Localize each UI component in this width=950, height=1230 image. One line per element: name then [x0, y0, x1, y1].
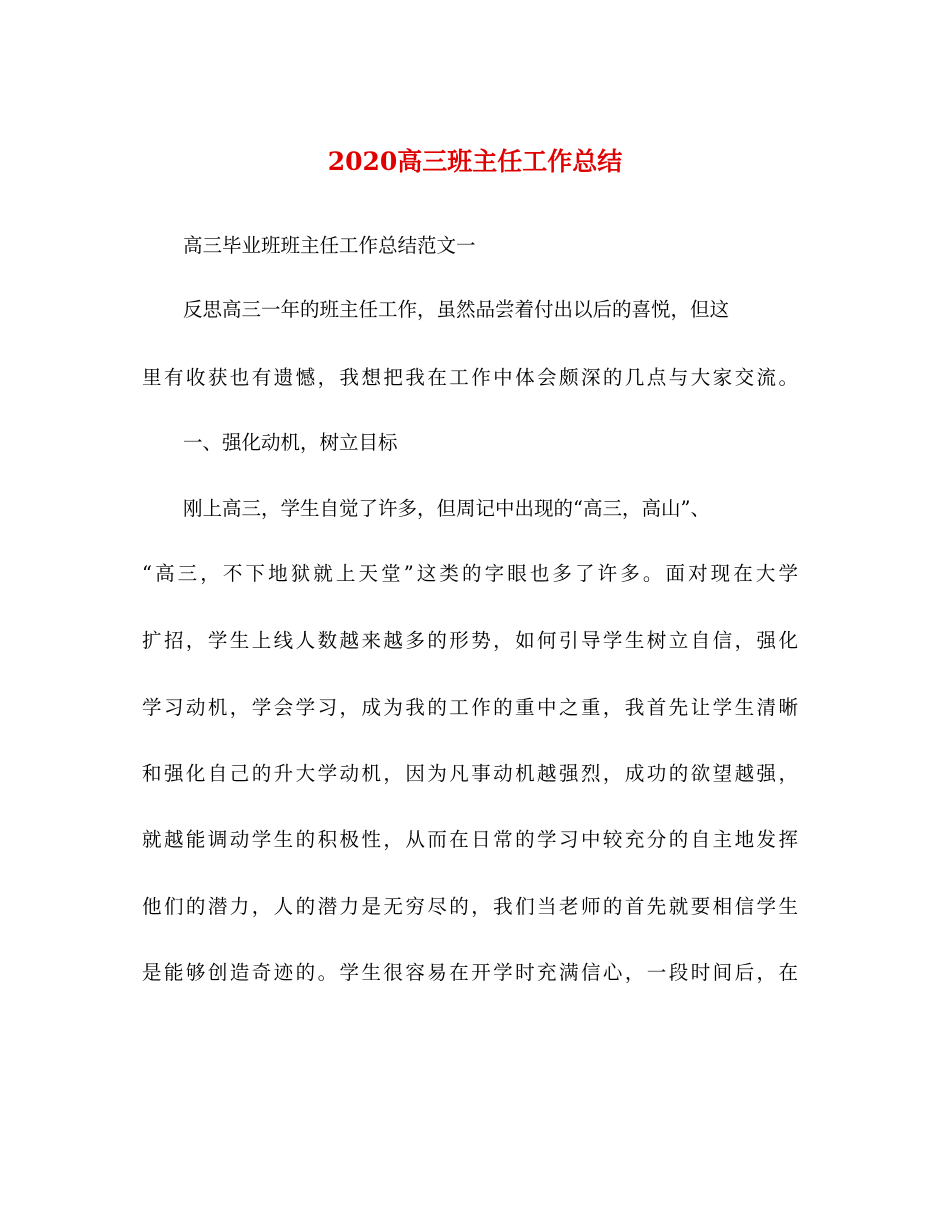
paragraph-line: 是能够创造奇迹的。学生很容易在开学时充满信心，一段时间后，在: [142, 961, 798, 984]
document-title: 2020高三班主任工作总结: [327, 147, 623, 176]
paragraph-line: 刚上高三，学生自觉了许多，但周记中出现的“高三，高山”、: [183, 497, 710, 520]
paragraph-line: 就越能调动学生的积极性，从而在日常的学习中较充分的自主地发挥: [142, 828, 798, 851]
paragraph-line: 他们的潜力，人的潜力是无穷尽的，我们当老师的首先就要相信学生: [142, 895, 798, 918]
subtitle-line: 高三毕业班班主任工作总结范文一: [183, 234, 476, 257]
paragraph-line: 学习动机，学会学习，成为我的工作的重中之重，我首先让学生清晰: [142, 696, 798, 719]
paragraph-line: 反思高三一年的班主任工作，虽然品尝着付出以后的喜悦，但这: [183, 298, 730, 321]
paragraph-line: “高三，不下地狱就上天堂”这类的字眼也多了许多。面对现在大学: [142, 562, 798, 585]
paragraph-line: 扩招，学生上线人数越来越多的形势，如何引导学生树立自信，强化: [142, 629, 798, 652]
paragraph-line: 和强化自己的升大学动机，因为凡事动机越强烈，成功的欲望越强，: [142, 762, 798, 785]
paragraph-line: 里有收获也有遗憾，我想把我在工作中体会颇深的几点与大家交流。: [142, 366, 798, 389]
section-heading: 一、强化动机，树立目标: [183, 431, 398, 454]
